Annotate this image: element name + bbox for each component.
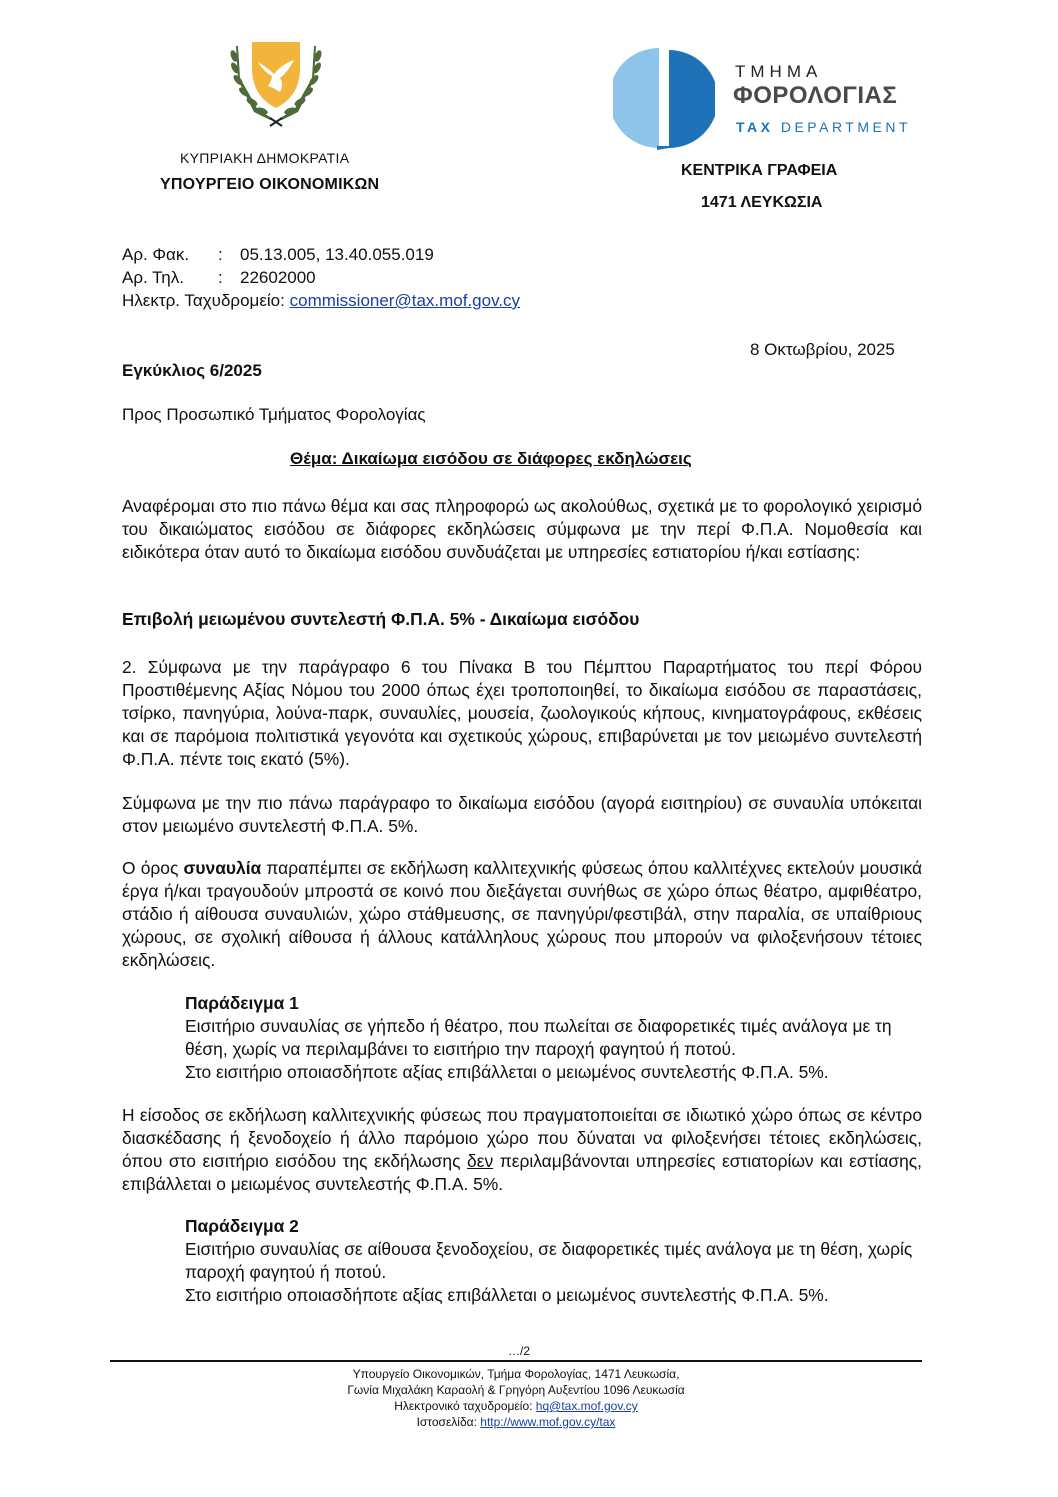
footer-website-label: Ιστοσελίδα: [416, 1415, 481, 1429]
paragraph-3: Σύμφωνα με την πιο πάνω παράγραφο το δικαίωμα εισόδου (αγορά εισιτηρίου) σε συναυλία υπόκειται στον μειωμένο συντελεστή Φ.Π.Α. 5%. [122, 793, 922, 836]
underlined-word: δεν [467, 1151, 494, 1171]
footer-email-label: Ηλεκτρονικό ταχυδρομείο: [394, 1399, 536, 1413]
colon: : [218, 268, 223, 287]
office-city: 1471 ΛΕΥΚΩΣΙΑ [701, 194, 823, 211]
ministry-name: ΥΠΟΥΡΓΕΙΟ ΟΙΚΟΝΟΜΙΚΩΝ [160, 176, 380, 193]
footer-address-1: Υπουργείο Οικονομικών, Τμήμα Φορολογίας, 1471 Λευκωσία, [352, 1367, 680, 1381]
telephone-reference [122, 268, 316, 288]
telephone-value: 22602000 [240, 268, 316, 287]
example-1-line1: Εισιτήριο συναυλίας σε γήπεδο ή θέατρο, που πωλείται σε διαφορετικές τιμές ανάλογα με τη θέση, χωρίς να περιλαμβάνει το εισιτήριο την παροχή φαγητού ή ποτού. [185, 1016, 892, 1059]
email-link[interactable]: commissioner@tax.mof.gov.cy [289, 291, 521, 310]
bold-term: συναυλία [183, 858, 262, 878]
text: περιλαμβάνονται υπηρεσίες εστιατορίων και εστίασης, επιβάλλεται ο μειωμένος συντελεστής Φ.Π.Α. 5%. [122, 1151, 922, 1194]
file-reference-label: Αρ. Φακ. [122, 245, 190, 264]
file-reference [122, 245, 434, 265]
logo-text-tax: TAX [736, 119, 774, 135]
footer-website-link[interactable]: http://www.mof.gov.cy/tax [480, 1415, 616, 1429]
footer-address-2: Γωνία Μιχαλάκη Καραολή & Γρηγόρη Αυξεντίου 1096 Λευκωσία [347, 1383, 685, 1397]
example-1-line2: Στο εισιτήριο οποιασδήποτε αξίας επιβάλλεται ο μειωμένος συντελεστής Φ.Π.Α. 5%. [185, 1062, 829, 1082]
logo-text-tax-department [736, 119, 911, 135]
footer-email [110, 1398, 922, 1414]
paragraph-2: 2. Σύμφωνα με την παράγραφο 6 του Πίνακα Β του Πέμπτου Παραρτήματος του περί Φόρου Προστιθέμενης Αξίας Νόμου του 2000 όπως έχει τροποποιηθεί, το δικαίωμα εισόδου σε παραστάσεις, τσίρκο, πανηγύρια, λούνα-παρκ, συναυλίες, μουσεία, ζωολογικούς κήπους, κινηματογράφους, εκθέσεις και σε παρόμοια πολιτιστικά γεγονότα και σχετικούς χώρους, επιβαρύνεται με τον μειωμένο συντελεστή Φ.Π.Α. πέντε τοις εκατό (5%). [122, 657, 922, 769]
country-name: ΚΥΠΡΙΑΚΗ ΔΗΜΟΚΡΑΤΙΑ [180, 150, 350, 166]
example-1-title: Παράδειγμα 1 [185, 993, 299, 1013]
example-2-line2: Στο εισιτήριο οποιασδήποτε αξίας επιβάλλεται ο μειωμένος συντελεστής Φ.Π.Α. 5%. [185, 1285, 829, 1305]
office-name: ΚΕΝΤΡΙΚΑ ΓΡΑΦΕΙΑ [681, 162, 838, 179]
logo-text-tmhma: ΤΜΗΜΑ [735, 62, 823, 81]
file-reference-value: 05.13.005, 13.40.055.019 [240, 245, 434, 264]
colon: : [218, 245, 223, 264]
recipient: Προς Προσωπικό Τμήματος Φορολογίας [122, 405, 426, 424]
document-date: 8 Οκτωβρίου, 2025 [750, 340, 895, 359]
footer [110, 1366, 922, 1430]
page-continuation: …/2 [508, 1344, 531, 1358]
text: Ο όρος [122, 858, 184, 878]
circular-number: Εγκύκλιος 6/2025 [122, 361, 262, 380]
email-reference [122, 291, 520, 311]
section-heading: Επιβολή μειωμένου συντελεστή Φ.Π.Α. 5% - Δικαίωμα εισόδου [122, 609, 640, 629]
subject-title: Θέμα: Δικαίωμα εισόδου σε διάφορες εκδηλώσεις [290, 449, 692, 468]
tax-department-logo-icon [613, 46, 715, 152]
email-label: Ηλεκτρ. Ταχυδρομείο: [122, 291, 285, 310]
text: Η είσοδος σε εκδήλωση καλλιτεχνικής φύσεως που πραγματοποιείται σε ιδιωτικό χώρο όπως σε κέντρο διασκέδασης ή ξενοδοχείο ή άλλο παρόμοιο χώρο που δύναται να φιλοξενήσει τέτοιες εκδηλώσεις, όπου στο εισιτήριο εισόδου της εκδήλωσης [122, 1105, 922, 1171]
text: παραπέμπει σε εκδήλωση καλλιτεχνικής φύσεως όπου καλλιτέχνες εκτελούν μουσικά έργα ή/και τραγουδούν μπροστά σε κοινό που διεξάγεται συνήθως σε χώρο όπως θέατρο, αμφιθέατρο, στάδιο ή αίθουσα συναυλιών, χώρο στάθμευσης, σε πανηγύρι/φεστιβάλ, στην παραλία, σε υπαίθριους χώρους, σε σχολική αίθουσα ή άλλους κατάλληλους χώρους που μπορούν να φιλοξενήσουν τέτοιες εκδηλώσεις. [122, 858, 922, 970]
example-1 [185, 992, 922, 1084]
footer-divider [110, 1360, 922, 1362]
example-2-title: Παράδειγμα 2 [185, 1216, 299, 1236]
paragraph-5 [122, 1104, 922, 1196]
intro-paragraph: Αναφέρομαι στο πιο πάνω θέμα και σας πληροφορώ ως ακολούθως, σχετικά με το φορολογικό χειρισμό του δικαιώματος εισόδου σε διάφορες εκδηλώσεις σύμφωνα με την περί Φ.Π.Α. Νομοθεσία και ειδικότερα όταν αυτό το δικαίωμα εισόδου συνδυάζεται με υπηρεσίες εστιατορίου ή/και εστίασης: [122, 496, 922, 562]
example-2-line1: Εισιτήριο συναυλίας σε αίθουσα ξενοδοχείου, σε διαφορετικές τιμές ανάλογα με τη θέση, χωρίς παροχή φαγητού ή ποτού. [185, 1239, 913, 1282]
logo-text-forologias: ΦΟΡΟΛΟΓΙΑΣ [733, 82, 898, 109]
paragraph-4 [122, 857, 922, 972]
cyprus-emblem-icon [228, 38, 324, 128]
footer-email-link[interactable]: hq@tax.mof.gov.cy [535, 1399, 638, 1413]
logo-text-department: DEPARTMENT [780, 119, 912, 135]
footer-website [110, 1414, 922, 1430]
telephone-label: Αρ. Τηλ. [122, 268, 184, 287]
example-2 [185, 1215, 922, 1307]
